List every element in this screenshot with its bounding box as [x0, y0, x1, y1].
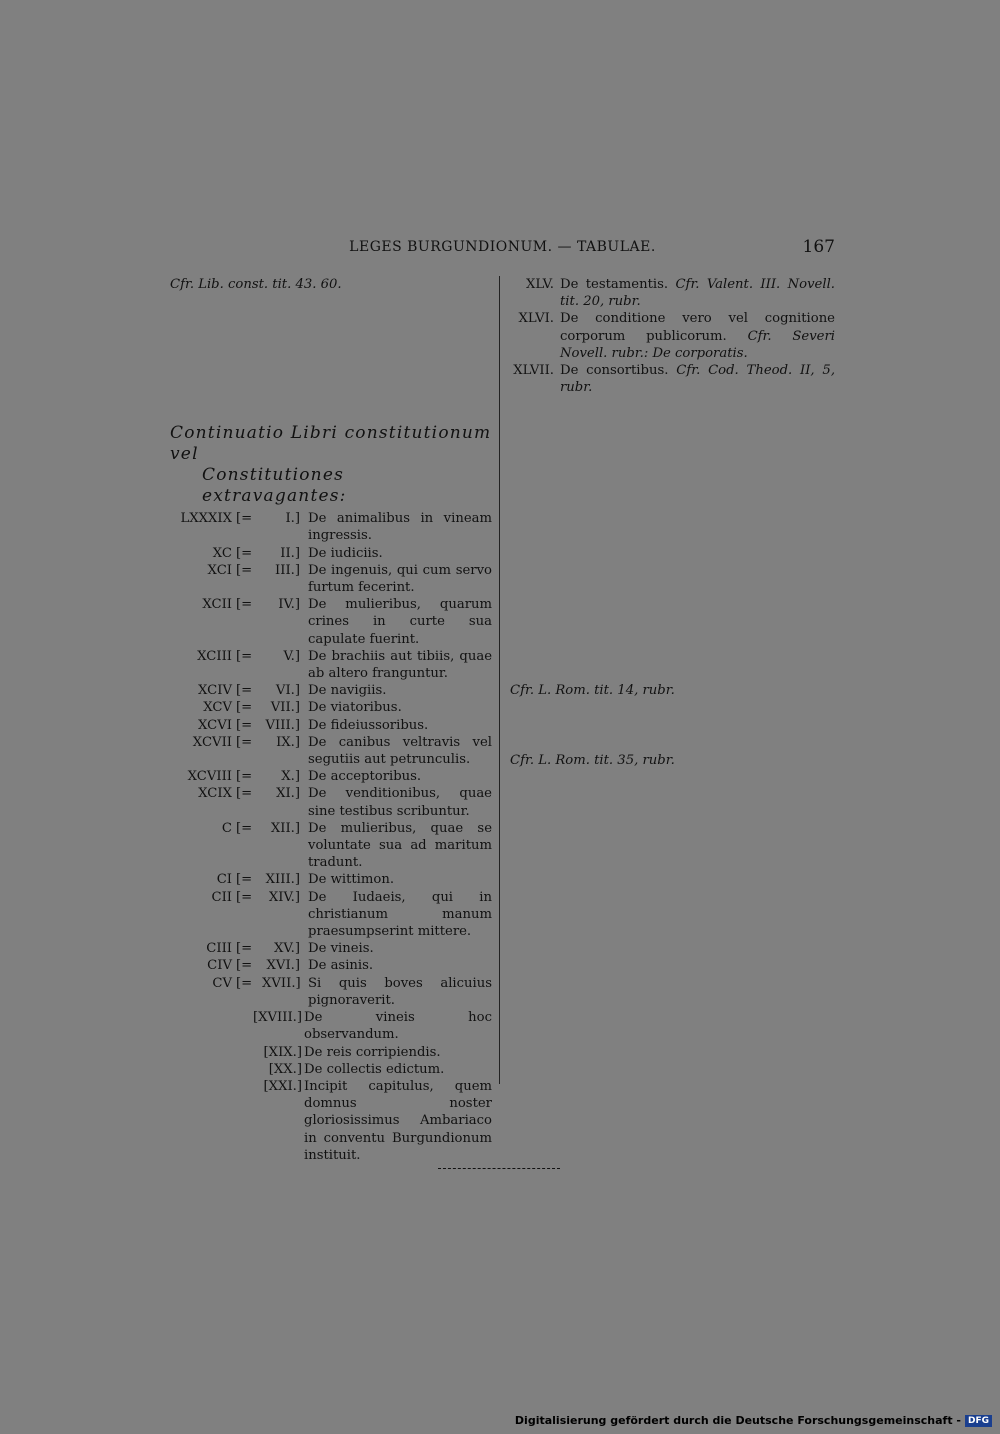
running-head: LEGES BURGUNDIONUM. — TABULAE. — [349, 239, 656, 255]
right-chapter-entry — [508, 276, 835, 310]
chapter-title: De wittimon. — [308, 872, 395, 888]
chapter-title: De collectis edictum. — [304, 1061, 445, 1077]
old-chapter-number: XI.] — [276, 786, 300, 802]
old-chapter-number: XVII.] — [262, 975, 301, 991]
dfg-credit-text: Digitalisierung gefördert durch die Deutsche Forschungsgemeinschaft - — [514, 1414, 961, 1427]
chapter-number: LXXXIX — [180, 511, 232, 527]
page-number: 167 — [802, 237, 835, 257]
old-chapter-number: VI.] — [275, 683, 300, 699]
equals-bracket: [= — [236, 597, 253, 613]
equals-bracket: [= — [236, 872, 253, 888]
chapter-entry — [170, 1078, 492, 1164]
note-rom-35: Cfr. L. Rom. tit. 35, rubr. — [510, 753, 675, 768]
chapter-number: XLVII. — [513, 363, 554, 379]
chapter-list — [170, 510, 492, 1164]
equals-bracket: [= — [236, 717, 253, 733]
chapter-entry — [170, 940, 492, 957]
chapter-entry — [170, 682, 492, 699]
equals-bracket: [= — [236, 786, 253, 802]
chapter-title: Si quis boves alicuius pignoraverit. — [308, 975, 492, 1008]
chapter-number: CIV — [207, 958, 232, 974]
chapter-entry — [170, 648, 492, 682]
old-chapter-number: X.] — [281, 769, 300, 785]
equals-bracket: [= — [236, 941, 253, 957]
chapter-title: Incipit capitulus, quem domnus noster gloriosissimus Ambariaco in conventu Burgundionum instituit. — [304, 1078, 492, 1163]
page-header — [170, 239, 835, 261]
equals-bracket: [= — [236, 683, 253, 699]
chapter-entry — [170, 820, 492, 872]
chapter-entry — [170, 734, 492, 768]
equals-bracket: [= — [236, 734, 253, 750]
chapter-reference: Cfr. Severi Novell. rubr.: De corporatis. — [560, 328, 835, 361]
chapter-title: De asinis. — [308, 958, 374, 974]
old-chapter-number: XV.] — [274, 941, 300, 957]
chapter-title: De ingenuis, qui cum servo furtum fecerint. — [308, 562, 492, 596]
chapter-title: De brachiis aut tibiis, quae ab altero franguntur. — [308, 648, 492, 682]
chapter-number: XCI — [207, 562, 232, 578]
chapter-number: CV — [212, 975, 232, 991]
section-title-line-1: Continuatio Libri constitutionum vel — [170, 423, 492, 465]
chapter-reference: Cfr. Cod. Theod. II, 5, rubr. — [560, 363, 836, 396]
old-chapter-number: IV.] — [278, 597, 300, 613]
old-chapter-number: [XXI.] — [263, 1078, 302, 1094]
old-chapter-number: XIII.] — [265, 872, 300, 888]
old-chapter-number: IX.] — [276, 734, 300, 750]
right-chapter-list — [508, 276, 835, 396]
chapter-number: XCVII — [192, 734, 232, 750]
top-cross-reference: Cfr. Lib. const. tit. 43. 60. — [170, 277, 342, 292]
chapter-title: De viatoribus. — [308, 700, 402, 716]
old-chapter-number: XVI.] — [266, 958, 300, 974]
chapter-number: XCVIII — [187, 769, 232, 785]
chapter-number: XC — [212, 545, 232, 561]
chapter-number: XCII — [202, 597, 232, 613]
chapter-entry — [170, 562, 492, 596]
equals-bracket: [= — [236, 975, 253, 991]
chapter-entry — [170, 545, 492, 562]
old-chapter-number: VIII.] — [265, 717, 300, 733]
chapter-title-text: De conditione vero vel cognitione corporum publicorum. — [560, 311, 835, 344]
old-chapter-number: XII.] — [270, 820, 300, 836]
old-chapter-number: VII.] — [270, 700, 300, 716]
chapter-title: De mulieribus, quae se voluntate sua ad maritum tradunt. — [308, 820, 492, 871]
chapter-number: CII — [211, 889, 232, 905]
old-chapter-number: XIV.] — [268, 889, 300, 905]
chapter-entry — [170, 785, 492, 819]
chapter-title: De navigiis. — [308, 683, 387, 699]
chapter-title: De mulieribus, quarum crines in curte sua capulate fuerint. — [308, 597, 492, 647]
chapter-entry — [170, 1009, 492, 1043]
right-chapter-entry — [508, 310, 835, 362]
chapter-number: XCVI — [198, 717, 232, 733]
chapter-title: De reis corripiendis. — [304, 1044, 441, 1060]
equals-bracket: [= — [236, 820, 253, 836]
right-chapter-entry — [508, 362, 835, 396]
chapter-number: XCIX — [198, 786, 232, 802]
chapter-entry — [170, 957, 492, 974]
chapter-reference: Cfr. Valent. III. Novell. tit. 20, rubr. — [560, 277, 835, 310]
chapter-entry — [170, 1044, 492, 1061]
chapter-number: CI — [216, 872, 232, 888]
chapter-title — [560, 362, 835, 396]
section-title-line-2: Constitutiones extravagantes: — [202, 465, 347, 507]
chapter-title: De fideiussoribus. — [308, 717, 429, 733]
equals-bracket: [= — [236, 700, 253, 716]
chapter-title: De vineis hoc observandum. — [304, 1010, 492, 1043]
chapter-entry — [170, 975, 492, 1009]
chapter-entry — [170, 889, 492, 941]
chapter-title: De vineis. — [308, 941, 374, 957]
chapter-title — [560, 276, 835, 310]
equals-bracket: [= — [236, 648, 253, 664]
dfg-credit — [515, 1414, 992, 1427]
old-chapter-number: [XVIII.] — [252, 1010, 302, 1026]
dfg-logo: DFG — [965, 1415, 992, 1427]
chapter-entry — [170, 717, 492, 734]
chapter-title: De acceptoribus. — [308, 769, 422, 785]
chapter-number: XCIV — [198, 683, 232, 699]
chapter-entry — [170, 596, 492, 648]
chapter-entry — [170, 1061, 492, 1078]
chapter-number: XLVI. — [518, 311, 554, 327]
column-divider — [499, 276, 500, 1084]
chapter-entry — [170, 510, 492, 544]
chapter-title — [560, 310, 835, 362]
old-chapter-number: [XX.] — [268, 1061, 302, 1077]
equals-bracket: [= — [236, 562, 253, 578]
equals-bracket: [= — [236, 545, 253, 561]
old-chapter-number: [XIX.] — [263, 1044, 302, 1060]
equals-bracket: [= — [236, 958, 253, 974]
old-chapter-number: I.] — [285, 511, 300, 527]
chapter-title: De canibus veltravis vel segutiis aut petrunculis. — [308, 734, 492, 768]
equals-bracket: [= — [236, 511, 253, 527]
equals-bracket: [= — [236, 769, 253, 785]
chapter-title: De Iudaeis, qui in christianum manum praesumpserint mittere. — [308, 889, 492, 940]
chapter-number: XLV. — [526, 277, 554, 292]
equals-bracket: [= — [236, 889, 253, 905]
chapter-entry — [170, 699, 492, 716]
old-chapter-number: II.] — [280, 545, 300, 561]
note-rom-14: Cfr. L. Rom. tit. 14, rubr. — [510, 683, 675, 698]
chapter-number: C — [221, 820, 232, 836]
chapter-number: XCIII — [197, 648, 232, 664]
chapter-entry — [170, 768, 492, 785]
end-ornament-rule — [438, 1168, 560, 1170]
chapter-title: De animalibus in vineam ingressis. — [308, 511, 492, 544]
old-chapter-number: V.] — [283, 648, 300, 664]
chapter-entry — [170, 871, 492, 888]
chapter-title: De venditionibus, quae sine testibus scribuntur. — [308, 786, 492, 819]
old-chapter-number: III.] — [275, 562, 300, 578]
chapter-title-text: De testamentis. — [560, 277, 669, 292]
chapter-number: XCV — [203, 700, 232, 716]
chapter-title: De iudiciis. — [308, 545, 383, 561]
chapter-number: CIII — [206, 941, 232, 957]
chapter-title-text: De consortibus. — [560, 363, 669, 379]
right-column — [508, 276, 835, 396]
left-column — [170, 276, 492, 1164]
section-title — [170, 423, 492, 507]
